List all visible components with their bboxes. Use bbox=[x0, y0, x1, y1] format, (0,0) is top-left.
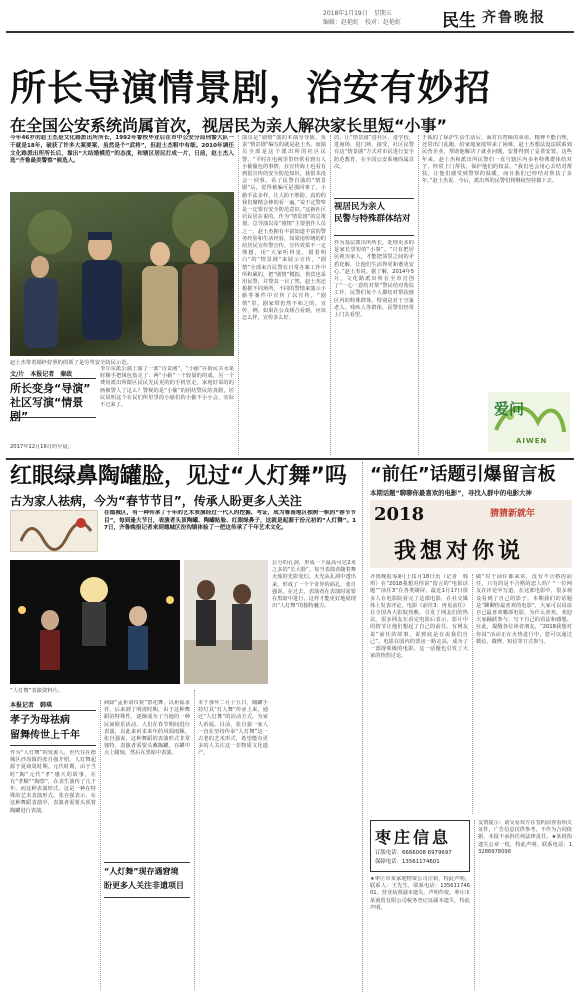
side2-title-line2: 民警与特殊群体结对 bbox=[334, 214, 411, 224]
story1-side-text: 2017年12月16日的早晨， bbox=[10, 444, 73, 450]
banner-tag: 猜猜新就年 bbox=[490, 509, 536, 519]
column-divider bbox=[418, 135, 419, 455]
story2-badge bbox=[10, 510, 98, 552]
story2-body-col3: 公分的孔洞，形成一个最高可达2米之多的“长大脸”。每当表演者随着舞火烛的光影变幻。火光从孔洞中透出来，形成了一个个奇异的面孔。张自强说，在过去，表演者在表演时需要在黑暗中进行，这样才能更好地展现出“人灯舞”的独特魅力。 bbox=[272, 560, 356, 610]
classifieds-line2: 保障电话：13561174601 bbox=[375, 859, 440, 865]
side2-title-line1: “人灯舞”现存遇窘境 bbox=[104, 867, 179, 876]
story2-body-col2: 病降“孟祈请仪祝”祭祀舞，以祈福求祥。后来到了明清时期，由于这种舞蹈的特殊性，逐渐成为了当地的一种民间娱乐活动。人们在春节期间进行表演，以此来祈求来年的风调雨顺。张自强说，这种舞蹈的表演形式非常独特，表演者需要头戴陶罐，在罐中点上蜡烛，然后在黑暗中表演。 bbox=[104, 700, 190, 757]
aiwen-logo-text: 爱问 bbox=[494, 400, 525, 418]
story2-photo-caption: “人灯舞”表演资料片。 bbox=[10, 688, 64, 694]
story1-body-col3: 演员是“剧情”演的本演导导致，负责“情景剧”编写的就是赵士杰，而演员全部是这个派出所的社区民警。“平时在电视里里经常看到有人小偷偷包的事情，在宣传海上也看有到很宣传的安全防范知识，我很本没会一回事。看了民警自演的“情景剧”后，觉得被骗可是那回事了，小偷手法多样，让人防不胜防。真的的我们聚精会神的看一遍。”说不定警察是一定要有安全防范意识。”这新社区居民居在说的。作为“情景剧”的总策划、总导演以及“剧情”主要创作人员之一，赵士杰拥有丰富知道丰富的警务经验和生活经验，如果用传统的的给居民宣传警宣传，宣传效果不一定理想，用“大家听得见，摸着明白”的“情景剧”来展示宣传，“剧情”全部来自民警在日常办案工作中所积累的，把“剧情”模拟，鲁宾也采用民警，并警其一目了然，赵士杰还根据不同场所，不同的警情来演示小偷等案件中宣传了以宣传，“剧情”里。剧家带仍然不和之的，宣传，例。如果在公众场合看到，应该怎么样，宣传多么好。 bbox=[242, 135, 326, 322]
story2-headline: 红眼绿鼻陶罐脸，见过“人灯舞”吗 bbox=[10, 464, 347, 489]
story2-side-title bbox=[10, 710, 96, 746]
column-divider bbox=[330, 135, 331, 455]
story1-body-col5: 于孤的了保护生活生活后，面对有智障的弟弟，精神不能自理，还常出门乱跑，给家庭家庭带来了困难。赵士杰想法设法联系到民营企业，帮助他解决了就业问题，安排得到了妥善安置。这些年来，赵士杰和派出所民警们一直与辖区内多名特殊群体结对子，经常上门帮扶，保护他们的权益。“我们也会用心去结对帮扶，让他们感受到警察的温暖，而且我们已经结对帮扶了多年。”赵士杰说。今后，派出所的民警们将继续坚持做下去。 bbox=[422, 135, 572, 185]
section-rule bbox=[6, 458, 574, 460]
issue-date: 2018年1月19日 星期五 bbox=[323, 10, 392, 17]
column-divider bbox=[472, 574, 473, 814]
aiwen-logo bbox=[488, 392, 570, 452]
police-scene-illustration bbox=[10, 192, 234, 356]
story1-lead: 今年46岁的赵士杰是文化路派出所所长，1992年警校毕业后在市中公安分局刑警大队一干就是18年，破获了许多大案要案，虽然是个“武将”，但赵士杰粗中有细。2010年调任文化路派出所所长后，靠出“大结婚模范”的态度，和辖区居民打成一片，日前，赵士杰入选“齐鲁最美警察”候选人。 bbox=[10, 135, 234, 165]
story3-body-col2: 做“对于前任都来讲，没有不合格的前任，只有的是不合格的恋人吗？”一位网友在评论中写道。在这部电影中，很多观众看到了自己的影子。本期我们的话题是“聊聊你最喜欢的电影”，大家可以说说自己最喜欢哪部电影，为什么喜欢。欢迎大家踊跃参与，写下自己的看法和感想。在此，提醒各位读者朋友，“2018我想对你说”活动正在火热进行中，您可以通过微信、微博、短信等方式参与。 bbox=[476, 574, 572, 645]
calligraphy-icon bbox=[11, 511, 99, 553]
story1-body-col2: 李庄东派公演上演了一部“诗景剧”，“小偷”在街民买水果时顺手把钱包盗走了：两“小偷”一个较量的的戏。另一个费用派出所限区民民先民更的的手机管走，家庭好采的的画被警人了这么？警视的是“小偷”的团结警民的真假，居民说明这个在民们所里里的小偷们的小偷不小小会，实际不过来了。 bbox=[100, 366, 234, 409]
editor-line: 编辑：赵艳虹 校对：赵艳虹 bbox=[323, 19, 402, 26]
story2-body-col4: 本于那年二月十五日，陶罐手持灯具“灯人舞”传承上来，通过“人灯舞”的活动方式，为家人祈福。目前，张自强一家人一直在坚持传承“人灯舞”这一古老的艺术形式，希望能有更多的人关注这一非物质文化遗产。 bbox=[198, 700, 268, 757]
side-title-line2: 社区写演“情景剧” bbox=[10, 396, 84, 423]
story2-intro: 在德城区，有一种传承了千年的艺术表演经过一代人的挖掘、考证，成为鲁南地区独树一帜的“春节节目”，每到逢大节日，表演者头顶陶罐、陶罐贴脸、红眼绿鼻子，这就是起源于汾元初的“人灯舞”。17日，齐鲁晚报记者来到德城区汾沟镇体验了一把这传承了千年艺术文化。 bbox=[104, 510, 356, 531]
story1-body-col4b: 作为基层派出所所长，处理更多的是家长里短的“小事”。“只有把居民视为家人，才能把邻里之间的矛盾化解，让他们生活得更和谐更安心。”赵士杰说。据了解，2014年5月，文化路派出所在全市首创了“一心一意结对帮”警民结对帮扶工作，民警们每个人都结对帮扶辖区内的特殊群体，特别是对于空巢老人、残疾人等群体，民警们经常上门去看望。 bbox=[334, 240, 414, 319]
story3-banner bbox=[370, 500, 572, 568]
story1-photo-caption: 赵士杰带着婚纱好照的的领了是劳驾安全防民示范。 bbox=[10, 360, 132, 366]
story1-side-title bbox=[10, 378, 96, 423]
section-name: 民生 bbox=[442, 11, 476, 31]
story1-side2-title bbox=[334, 198, 414, 236]
story2-subhead: 古为家人祛病，今为“春节节目”，传承人盼更多人关注 bbox=[10, 494, 302, 508]
story3-headline: “前任”话题引爆留言板 bbox=[370, 464, 556, 485]
banner-text: 我想对你说 bbox=[394, 538, 525, 564]
side-title-line1: 所长变身“导演” bbox=[10, 382, 91, 395]
banner-year: 2018 bbox=[374, 504, 425, 525]
side2-title-line1: 视居民为亲人 bbox=[334, 202, 386, 212]
classifieds-header bbox=[370, 820, 470, 872]
lantern-dance-illustration bbox=[10, 560, 180, 684]
story2-side2-title bbox=[104, 862, 190, 898]
story3-body-col1: 齐鲁晚报零距(上)1月18日讯（记者 韩琪）在“2018我想对你说”留言的“电影话题”“前任3”在各类刷屏，最近1月17日很多人在电影院看完了这部电影，在社交媒体上发表评论。电影《前任3：再见前任》在全国各大影院热映，引发了网友们的热议。很多网友在看完电影后表示，影片中的情节让他们想起了自己的前任。有网友说“前任的故事，说到底是在说我们自己”。电影在国内的票房一路走高，成为了一部现象级的电影。这一话题也引发了大家的热烈讨论。 bbox=[370, 574, 468, 660]
header-rule bbox=[6, 31, 574, 33]
story2-photo2 bbox=[184, 560, 268, 684]
performers-illustration bbox=[184, 560, 268, 684]
classifieds-title: 枣庄信息 bbox=[375, 828, 452, 847]
classifieds-col1: ★枣庄市某家庭物资公司注销，特此声明。联系人：王先生，联系电话：13561174601。营业执照副本遗失，声明作废。枣庄市某商贸有限公司税务登记证副本遗失，特此声明。 bbox=[370, 876, 470, 911]
story2-photo bbox=[10, 560, 180, 684]
story1-photo bbox=[10, 192, 234, 356]
story1-headline: 所长导演情景剧，治安有妙招 bbox=[10, 67, 492, 109]
story2-body-col1: 作为“人灯舞”的发源人，世代住在德城区沙沟镇的张自强介绍，人灯舞起源于夏商周时期。元代时期，由于当时“陶”元代“孝”感天的故事，在有“孝顺”“陶祭”，在表生演传了几千年。而这种表演形式，这是一种在特殊的艺术表演形式。张自强表示，在这种舞蹈表演中，表演者需要头顶着陶罐进行表演。 bbox=[10, 750, 96, 814]
column-divider bbox=[194, 690, 195, 990]
side-title-line2: 留舞传世上千年 bbox=[10, 730, 80, 741]
classifieds-col2: 友情提示：请交易双方在签约前查看相关证件，广告信息仅供参考，不作为合同依据，本报不承担任何法律责任。★某机构遗失公章一枚，特此声明。联系电话：13288978098 bbox=[478, 820, 572, 855]
paper-name: 齐鲁晚报 bbox=[482, 10, 546, 26]
column-divider bbox=[474, 820, 475, 990]
story2-byline: 本报记者 韩琪 bbox=[10, 702, 53, 709]
side-title-line1: 孝子为母祛病 bbox=[10, 715, 70, 726]
column-divider bbox=[362, 462, 363, 992]
classifieds-line1: 订版电话：6666008 6979697 bbox=[375, 850, 452, 856]
story3-subhead: 本期话题“聊聊你最喜欢的电影”，寻找人群中的电影大神 bbox=[370, 489, 532, 497]
column-divider bbox=[238, 135, 239, 455]
side2-title-line2: 盼更多人关注非遗项目 bbox=[104, 881, 184, 890]
story1-body-col4: 的，让“情景剧”进社区、进学校、进商场，进门场，接受，社区民警有这“情景剧”方式对市民进行安全防范教育，在全国公安系统尚属首次。 bbox=[334, 135, 414, 170]
column-divider bbox=[100, 700, 101, 990]
story1-byline: 文/片 本报记者 秦政 bbox=[10, 371, 73, 378]
aiwen-logo-sub: AIWEN bbox=[516, 437, 548, 445]
story1-subhead: 在全国公安系统尚属首次，视居民为亲人解决家长里短“小事” bbox=[10, 116, 448, 135]
